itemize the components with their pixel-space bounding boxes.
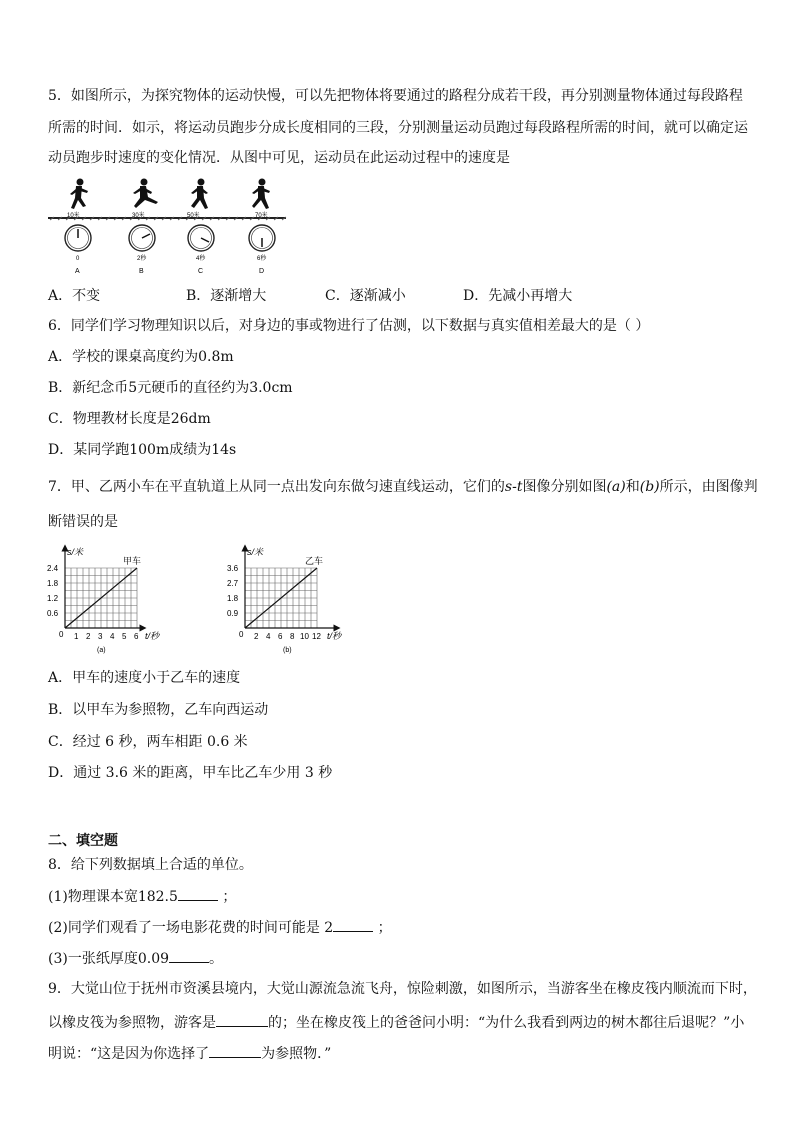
q7-text: 图像分别如图: [522, 479, 607, 495]
xtick: 4: [110, 632, 115, 641]
time-label: 0: [76, 256, 80, 262]
xtick: 3: [98, 632, 103, 641]
ytick: 3.6: [227, 564, 239, 573]
q8-text: ；: [222, 889, 237, 905]
q7-st-term: s-t: [504, 479, 523, 495]
xtick: 2: [86, 632, 91, 641]
clock-hand-c: [201, 238, 209, 242]
q5-line-3: 动员跑步时速度的变化情况．从图中可见，运动员在此运动过程中的速度是: [48, 150, 510, 166]
time-label: 4秒: [196, 256, 206, 262]
q8-stem: 8．给下列数据填上合适的单位。: [48, 857, 253, 873]
q5-option-d: D．先减小再增大: [463, 288, 573, 304]
q7-fig-b-ref: (b): [639, 479, 660, 495]
y-axis-label: s/米: [247, 547, 264, 557]
xtick: 2: [254, 632, 259, 641]
ytick: 1.2: [47, 594, 59, 603]
q5-option-c: C．逐渐减小: [325, 288, 406, 304]
q7-text: 7．甲、乙两小车在平直轨道上从同一点出发向东做匀速直线运动，它们的: [48, 479, 505, 495]
distance-label: 70米: [255, 213, 268, 219]
x-axis-label: t/秒: [327, 631, 342, 641]
ytick: 0.6: [47, 609, 59, 618]
time-label: 2秒: [137, 256, 147, 262]
q8-item-2: [48, 917, 392, 938]
q6-option-d: D．某同学跑100m成绩为14s: [48, 442, 237, 458]
distance-label: 10米: [67, 213, 80, 219]
xtick: 6: [134, 632, 139, 641]
distance-label: 50米: [187, 213, 200, 219]
ytick: 2.7: [227, 579, 239, 588]
x-axis-label: t/秒: [145, 631, 160, 641]
q5-line-1: 5．如图所示，为探究物体的运动快慢，可以先把物体将要通过的路程分成若干段，再分别测量物体通过每段路程: [48, 88, 743, 104]
answer-blank[interactable]: [178, 886, 218, 901]
ytick: 0.9: [227, 609, 239, 618]
clock-label: B: [139, 268, 144, 275]
q9-line-3: [48, 1043, 331, 1064]
origin: 0: [59, 630, 64, 639]
q8-text: (3)一张纸厚度0.09: [48, 951, 170, 967]
q7-option-c: C．经过 6 秒，两车相距 0.6 米: [48, 734, 248, 750]
time-label: 6秒: [257, 256, 267, 262]
q7-fig-a-ref: (a): [606, 479, 626, 495]
q6-option-a: A．学校的课桌高度约为0.8m: [48, 349, 234, 365]
graph-a: [45, 544, 180, 656]
q7-option-d: D．通过 3.6 米的距离，甲车比乙车少用 3 秒: [48, 765, 333, 781]
q7-text: 和: [625, 479, 640, 495]
q7-option-a: A．甲车的速度小于乙车的速度: [48, 670, 241, 686]
answer-blank[interactable]: [209, 1043, 261, 1058]
origin: 0: [239, 630, 244, 639]
y-axis-label: s/米: [67, 547, 84, 557]
q9-text: 为参照物．”: [261, 1046, 332, 1062]
q5-option-a: A．不变: [48, 288, 101, 304]
q8-text: 。: [209, 951, 224, 967]
clock-label: D: [259, 268, 265, 275]
section-title: 二、填空题: [48, 833, 118, 849]
xtick: 6: [278, 632, 283, 641]
q5-line-2: 所需的时间．如示，将运动员跑步分成长度相同的三段，分别测量运动员跑过每段路程所需的时间，就可以确定运: [48, 120, 748, 136]
q8-text: ；: [377, 920, 392, 936]
runner-b: [133, 179, 158, 209]
q5-option-b: B．逐渐增大: [186, 288, 267, 304]
clock-label: A: [75, 268, 80, 275]
q6-option-b: B．新纪念币5元硬币的直径约为3.0cm: [48, 380, 293, 396]
car-label: 甲车: [123, 556, 142, 566]
q8-text: (2)同学们观看了一场电影花费的时间可能是 2: [48, 920, 334, 936]
q9-line-2: [48, 1012, 744, 1033]
q7-option-b: B．以甲车为参照物，乙车向西运动: [48, 702, 269, 718]
ytick: 1.8: [227, 594, 239, 603]
xtick: 10: [300, 632, 309, 641]
q6-option-c: C．物理教材长度是26dm: [48, 411, 211, 427]
ytick: 1.8: [47, 579, 59, 588]
runner-c: [191, 179, 208, 210]
ytick: 2.4: [47, 564, 59, 573]
clock-hand-b: [142, 234, 150, 238]
graph-b: [225, 544, 360, 656]
caption: (a): [97, 647, 106, 654]
answer-blank[interactable]: [169, 948, 209, 963]
xtick: 5: [122, 632, 127, 641]
xtick: 1: [74, 632, 79, 641]
xtick: 8: [290, 632, 295, 641]
answer-blank[interactable]: [216, 1012, 268, 1027]
xtick: 12: [312, 632, 321, 641]
runner-a: [70, 179, 88, 210]
answer-blank[interactable]: [333, 917, 373, 932]
q6-stem: 6．同学们学习物理知识以后，对身边的事或物进行了估测，以下数据与真实值相差最大的是（ ）: [48, 318, 650, 334]
clock-label: C: [198, 268, 204, 275]
car-label: 乙车: [305, 556, 324, 566]
q8-item-3: [48, 948, 223, 969]
xtick: 4: [266, 632, 271, 641]
q7-text: 所示，由图像判: [659, 479, 758, 495]
q8-item-1: [48, 886, 236, 907]
q9-text: 以橡皮筏为参照物，游客是: [48, 1015, 216, 1031]
q7-line-2: 断错误的是: [48, 514, 118, 530]
q9-text: 的；坐在橡皮筏上的爸爸问小明：“为什么我看到两边的树木都往后退呢？”小: [268, 1015, 745, 1031]
q7-line-1: [48, 477, 758, 497]
q5-runner-figure: [48, 176, 293, 276]
caption: (b): [283, 647, 292, 654]
q8-text: (1)物理课本宽182.5: [48, 889, 178, 905]
q9-text: 明说：“这是因为你选择了: [48, 1046, 210, 1062]
runner-d: [252, 179, 270, 210]
distance-label: 30米: [132, 213, 145, 219]
q9-line-1: 9．大觉山位于抚州市资溪县境内，大觉山源流急流飞舟，惊险刺激，如图所示，当游客坐在橡皮筏内顺流而下时，: [48, 981, 757, 997]
